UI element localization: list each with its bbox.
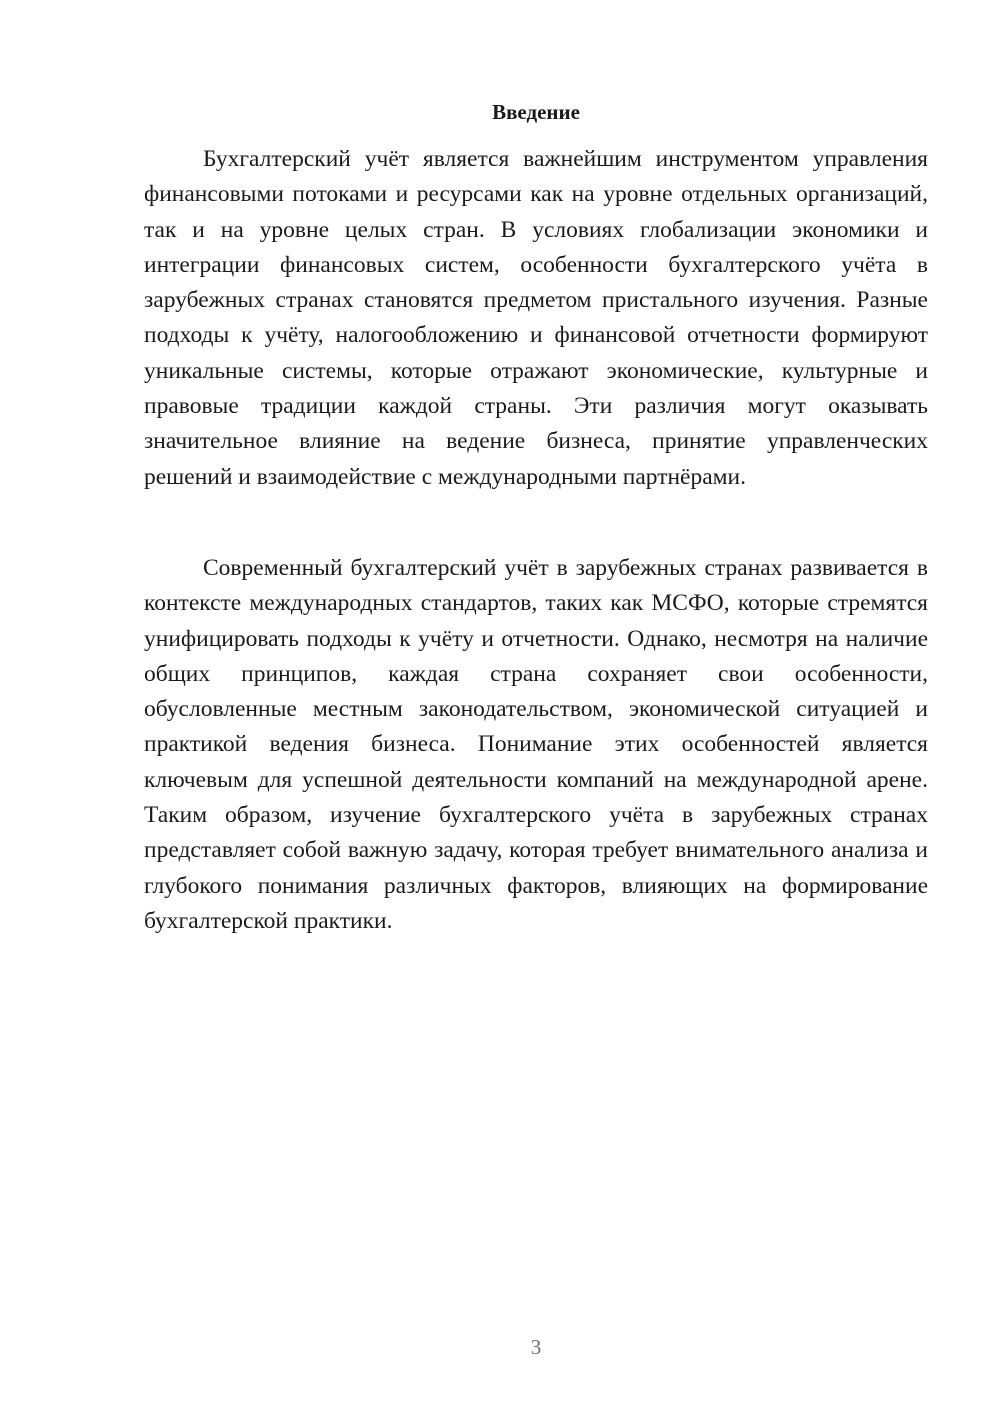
section-heading: Введение (492, 100, 580, 124)
paragraph-1: Бухгалтерский учёт является важнейшим инструментом управления финансовыми потоками и ресурсами как на уровне отдельных организаций, так и на уровне целых стран. В условиях глобализации экономики и интеграции финансовых систем, особенности бухгалтерского учёта в зарубежных странах становятся предметом пристального изучения. Разные подходы к учёту, налогообложению и финансовой отчетности формируют уникальные системы, которые отражают экономические, культурные и правовые традиции каждой страны. Эти различия могут оказывать значительное влияние на ведение бизнеса, принятие управленческих решений и взаимодействие с международными партнёрами. (144, 146, 928, 490)
page-number: 3 (530, 1335, 542, 1359)
paragraph-2: Современный бухгалтерский учёт в зарубежных странах развивается в контексте международных стандартов, таких как МСФО, которые стремятся унифицировать подходы к учёту и отчетности. Однако, несмотря на наличие общих принципов, каждая страна сохраняет свои особенности, обусловленные местным законодательством, экономической ситуацией и практикой ведения бизнеса. Понимание этих особенностей является ключевым для успешной деятельности компаний на международной арене. Таким образом, изучение бухгалтерского учёта в зарубежных странах представляет собой важную задачу, которая требует внимательного анализа и глубокого понимания различных факторов, влияющих на формирование бухгалтерской практики. (144, 555, 928, 934)
